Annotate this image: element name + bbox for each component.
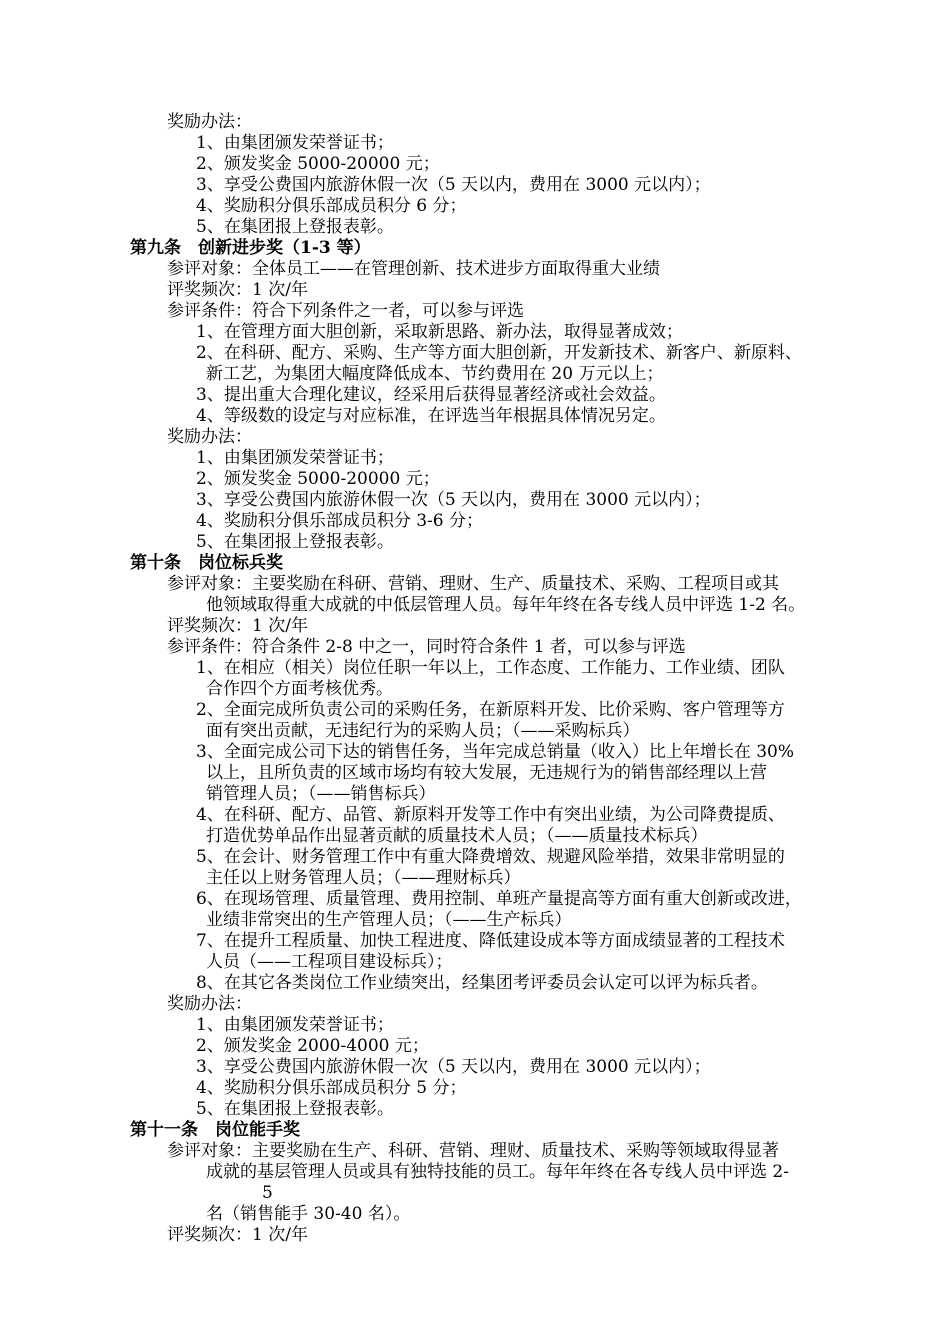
list-item: 4、奖励积分俱乐部成员积分 6 分； — [196, 196, 467, 216]
list-item-continuation: 面有突出贡献，无违纪行为的采购人员；（——采购标兵） — [206, 721, 640, 741]
list-item: 8、在其它各类岗位工作业绩突出，经集团考评委员会认定可以评为标兵者。 — [196, 973, 768, 993]
article-11-heading: 第十一条 岗位能手奖 — [130, 1120, 300, 1140]
list-item-continuation: 新工艺，为集团大幅度降低成本、节约费用在 20 万元以上； — [206, 364, 664, 384]
list-item: 5、在集团报上登报表彰。 — [196, 217, 394, 237]
list-item-continuation: 人员（——工程项目建设标兵）； — [206, 952, 453, 972]
list-item: 5、在集团报上登报表彰。 — [196, 532, 394, 552]
criteria-label: 参评条件：符合条件 2-8 中之一，同时符合条件 1 者，可以参与评选 — [167, 637, 686, 657]
list-item: 4、等级数的设定与对应标准，在评选当年根据具体情况另定。 — [196, 406, 666, 426]
reward-method-label: 奖励办法： — [167, 994, 252, 1014]
eligibility-continuation: 5 — [262, 1183, 273, 1203]
list-item: 3、享受公费国内旅游休假一次（5 天以内，费用在 3000 元以内）； — [196, 1057, 711, 1077]
list-item: 3、全面完成公司下达的销售任务，当年完成总销量（收入）比上年增长在 30% — [196, 742, 795, 762]
list-item: 1、由集团颁发荣誉证书； — [196, 133, 394, 153]
criteria-label: 参评条件：符合下列条件之一者，可以参与评选 — [167, 301, 524, 321]
article-10-heading: 第十条 岗位标兵奖 — [130, 553, 283, 573]
list-item: 7、在提升工程质量、加快工程进度、降低建设成本等方面成绩显著的工程技术 — [196, 931, 785, 951]
list-item: 6、在现场管理、质量管理、费用控制、单班产量提高等方面有重大创新或改进， — [196, 889, 802, 909]
list-item: 1、由集团颁发荣誉证书； — [196, 448, 394, 468]
reward-method-label: 奖励办法： — [167, 112, 252, 132]
frequency-label: 评奖频次：1 次/年 — [167, 1225, 308, 1245]
list-item: 1、由集团颁发荣誉证书； — [196, 1015, 394, 1035]
list-item: 2、颁发奖金 2000-4000 元； — [196, 1036, 429, 1056]
list-item: 2、颁发奖金 5000-20000 元； — [196, 154, 440, 174]
list-item: 4、在科研、配方、品管、新原料开发等工作中有突出业绩，为公司降费提质、 — [196, 805, 785, 825]
list-item: 4、奖励积分俱乐部成员积分 3-6 分； — [196, 511, 483, 531]
list-item: 3、提出重大合理化建议，经采用后获得显著经济或社会效益。 — [196, 385, 666, 405]
list-item: 1、在相应（相关）岗位任职一年以上，工作态度、工作能力、工作业绩、团队 — [196, 658, 785, 678]
list-item: 4、奖励积分俱乐部成员积分 5 分； — [196, 1078, 467, 1098]
list-item: 5、在集团报上登报表彰。 — [196, 1099, 394, 1119]
list-item: 3、享受公费国内旅游休假一次（5 天以内，费用在 3000 元以内）； — [196, 175, 711, 195]
list-item: 2、颁发奖金 5000-20000 元； — [196, 469, 440, 489]
reward-method-label: 奖励办法： — [167, 427, 252, 447]
eligibility-continuation: 成就的基层管理人员或具有独特技能的员工。每年年终在各专线人员中评选 2- — [206, 1162, 789, 1182]
list-item: 3、享受公费国内旅游休假一次（5 天以内，费用在 3000 元以内）； — [196, 490, 711, 510]
frequency-label: 评奖频次：1 次/年 — [167, 280, 308, 300]
list-item-continuation: 打造优势单品作出显著贡献的质量技术人员；（——质量技术标兵） — [206, 826, 708, 846]
list-item: 2、在科研、配方、采购、生产等方面大胆创新，开发新技术、新客户、新原料、 — [196, 343, 802, 363]
list-item: 2、全面完成所负责公司的采购任务，在新原料开发、比价采购、客户管理等方 — [196, 700, 785, 720]
eligibility-label: 参评对象：主要奖励在生产、科研、营销、理财、质量技术、采购等领域取得显著 — [167, 1141, 779, 1161]
eligibility-continuation: 名（销售能手 30-40 名）。 — [206, 1204, 411, 1224]
list-item-continuation: 合作四个方面考核优秀。 — [206, 679, 393, 699]
list-item-continuation: 业绩非常突出的生产管理人员；（——生产标兵） — [206, 910, 572, 930]
list-item-continuation: 销管理人员；（——销售标兵） — [206, 784, 436, 804]
list-item: 1、在管理方面大胆创新，采取新思路、新办法，取得显著成效； — [196, 322, 683, 342]
list-item-continuation: 以上，且所负责的区域市场均有较大发展，无违规行为的销售部经理以上营 — [206, 763, 767, 783]
article-9-heading: 第九条 创新进步奖（1-3 等） — [130, 238, 371, 258]
eligibility-label: 参评对象：主要奖励在科研、营销、理财、生产、质量技术、采购、工程项目或其 — [167, 574, 779, 594]
eligibility-label: 参评对象：全体员工——在管理创新、技术进步方面取得重大业绩 — [167, 259, 660, 279]
frequency-label: 评奖频次：1 次/年 — [167, 616, 308, 636]
list-item-continuation: 主任以上财务管理人员；（——理财标兵） — [206, 868, 521, 888]
list-item: 5、在会计、财务管理工作中有重大降费增效、规避风险举措，效果非常明显的 — [196, 847, 785, 867]
eligibility-continuation: 他领域取得重大成就的中低层管理人员。每年年终在各专线人员中评选 1-2 名。 — [206, 595, 806, 615]
